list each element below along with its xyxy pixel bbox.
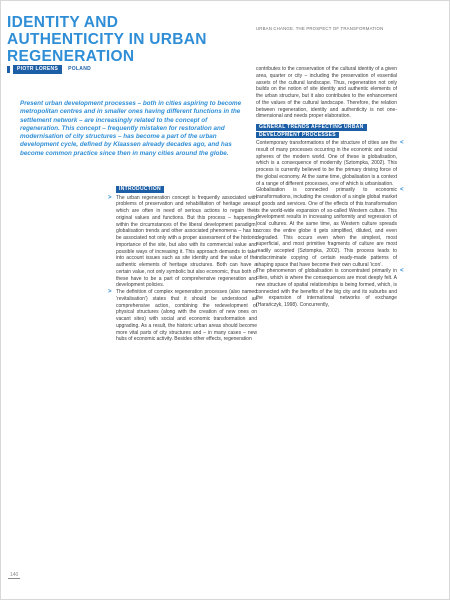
body-paragraph: > The urban regeneration concept is frequently associated with problems of preservation and rehabilitation of heritage areas, which are often in need of serious actions to regain their original values and functions. But this process – happening within the circumstances of the liberal development paradigm, globalisation trends and other associated phenomena – has to be associated not only with a proper assessment of the historic importance of the site, but also with its commercial value and possible ways of increasing it. This approach demands to take into account issues such as site identity and the value of the authentic elements of heritage structures. Both can have a certain value, not only symbolic but also economic, thus both of these have to be a part of comprehensive regeneration and development policies.	[108, 194, 257, 289]
right-column	[256, 66, 404, 309]
chevron-left-icon: <	[400, 140, 404, 146]
page-number-rule	[8, 578, 20, 579]
author-country: POLAND	[68, 66, 92, 72]
chevron-left-icon: <	[400, 187, 404, 194]
body-paragraph: > The definition of complex regeneration processes (also named ‘revitalisation’) states that it should be understood as comprehensive action, combining the redevelopment of physical structures (along with the creation of new ones on vacant sites) with social and economic transformation and upgrading. As a result, the historic urban areas should become more vital parts of city structures and – in many cases – new hubs of economic activity. Besides other effects, regeneration	[108, 289, 257, 343]
page-title: IDENTITY AND AUTHENTICITY IN URBAN REGENERATION	[7, 14, 207, 65]
running-head: URBAN CHANGE. THE PROSPECT OF TRANSFORMATION	[256, 26, 384, 31]
page-number: 140	[10, 572, 19, 578]
body-paragraph: < The phenomenon of globalisation is concentrated primarily in cities, which is where the consequences are most deeply felt. A new structure of spatial relationships is being formed, which, is connected with the benefits of the big city and its suburbs and the expansion of international networks of exchange (Harańczyk, 1998). Concurrently,	[256, 268, 397, 309]
author-name: PIOTR LORENS	[13, 65, 62, 74]
byline-marker	[7, 66, 10, 73]
chevron-left-icon: <	[400, 268, 404, 275]
continuation-paragraph: contributes to the conservation of the cultural identity of a given area, quarter or city – including the preservation of essential assets of the cultural landscape. Thus, regeneration not only builds on the notion of site identity and authentic elements of the urban structure, but it also contributes to the enhancement of the values of the cultural landscape. Therefore, the relation between regeneration, identity and authenticity is not one-dimensional and needs proper elaboration.	[256, 66, 397, 120]
chevron-right-icon: >	[108, 289, 112, 295]
byline	[7, 64, 91, 74]
section-heading-line-1: GENERAL TRENDS AFFECTING URBAN	[256, 124, 367, 131]
introduction-heading: INTRODUCTION	[116, 186, 164, 193]
body-paragraph: < Globalisation is connected primarily to economic transformations, including the creation of a single global market of goods and services. One of the effects of this transformation is the world-wide expansion of so-called Western culture. This development results in increasing uniformity and regression of local cultures. At the same time, as Western culture spreads across the entire globe it gets simplified, diluted, and even degraded. This occurs even when the simplest, most superficial, and most primitive fragments of culture are most readily accepted (Sztompka, 2002). This process leads to indiscriminate copying of certain ready-made patterns of shaping space that have become their own cultural ‘icon’.	[256, 187, 397, 268]
body-paragraph: < Contemporary transformations of the structure of cities are the result of many processes occurring in the economic and social spheres of the modern world. One of these is globalisation, which is a consequence of modernity (Sztompka, 2002). This process is currently believed to be the primary driving force of the global economy. At the same time, globalisation is a context of a range of different processes, one of which is urbanisation.	[256, 140, 397, 187]
chevron-right-icon: >	[108, 194, 112, 201]
left-column	[108, 186, 257, 343]
section-heading	[256, 124, 397, 139]
lead-paragraph: Present urban development processes – both in cities aspiring to become metropolitan centres and in smaller ones having different functions in the settlement network – are increasingly related to the concept of regeneration. This concept – frequently mistaken for restoration and modernisation of city structures – has become a part of the urban development cycle, defined by Klaassen already decades ago, and has become common practice since then in many cities around the globe.	[20, 100, 242, 157]
section-heading-line-2: DEVELOPMENT PROCESSES	[256, 132, 339, 139]
